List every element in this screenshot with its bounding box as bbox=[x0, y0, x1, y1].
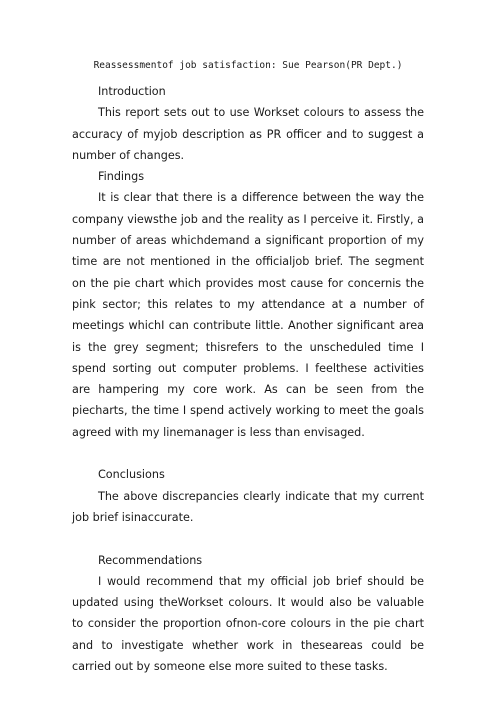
document-title: Reassessmentof job satisfaction: Sue Pearson(PR Dept.) bbox=[93, 60, 403, 71]
recommendations-paragraph: I would recommend that my official job brief should be updated using theWorkset colours. It would also be valuable to consider the proportion ofnon-core colours in the pie chart and to investigate whether work in theseareas could be carried out by someone else more suited to these tasks. bbox=[72, 574, 424, 674]
document-body bbox=[72, 81, 424, 677]
section-spacer bbox=[72, 443, 424, 464]
findings-heading: Findings bbox=[98, 170, 145, 184]
findings-paragraph: It is clear that there is a difference between the way the company viewsthe job and the reality as I perceive it. Firstly, a number of areas whichdemand a significant proportion of my time are not mentioned in the officialjob brief. The segment on the pie chart which provides most cause for concernis the pink sector; this relates to my attendance at a number of meetings whichI can contribute little. Another significant area is the grey segment; thisrefers to the unscheduled time I spend sorting out computer problems. I feelthese activities are hampering my core work. As can be seen from the piecharts, the time I spend actively working to meet the goals agreed with my linemanager is less than envisaged. bbox=[72, 191, 424, 439]
recommendations-heading: Recommendations bbox=[98, 553, 203, 567]
conclusions-heading: Conclusions bbox=[98, 468, 165, 482]
conclusions-paragraph: The above discrepancies clearly indicate that my current job brief isinaccurate. bbox=[72, 489, 424, 524]
section-spacer bbox=[72, 528, 424, 549]
introduction-heading: Introduction bbox=[98, 85, 166, 98]
introduction-paragraph: This report sets out to use Workset colours to assess the accuracy of myjob description as PR officer and to suggest a number of changes. bbox=[72, 106, 424, 162]
